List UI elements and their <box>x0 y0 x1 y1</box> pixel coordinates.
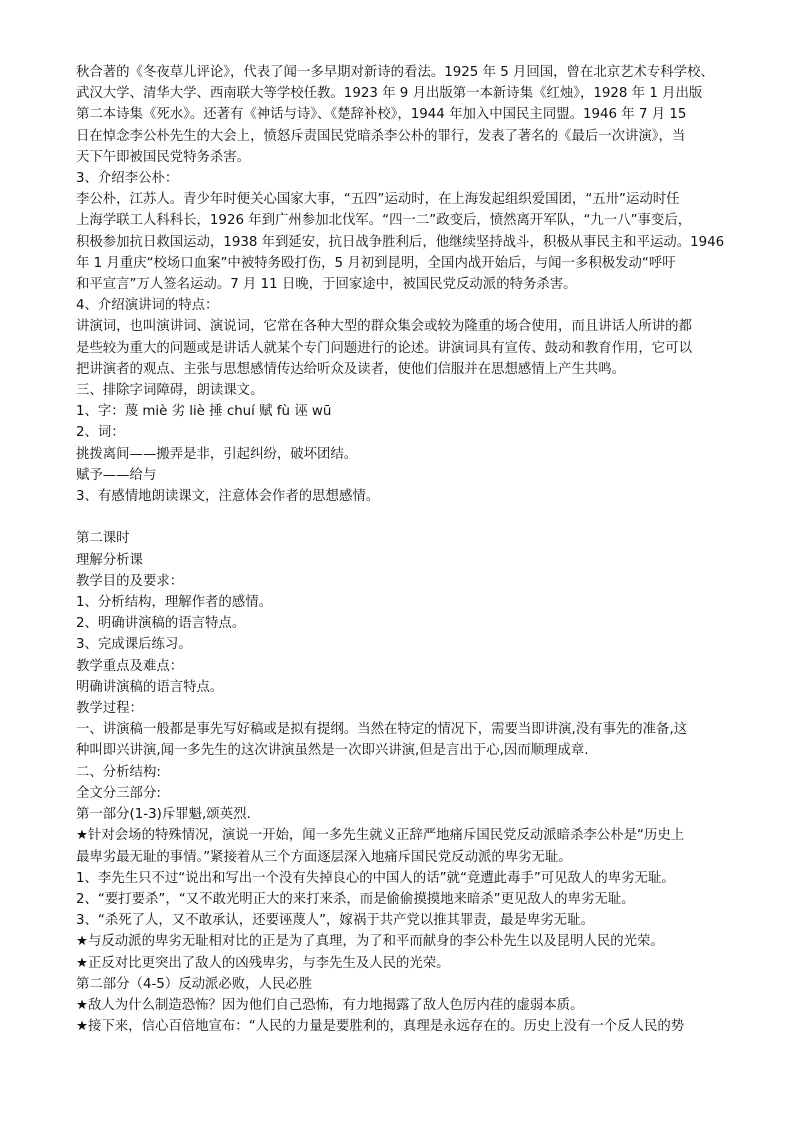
text-line: 明确讲演稿的语言特点。 <box>76 679 224 695</box>
text-line: 2、明确讲演稿的语言特点。 <box>76 616 246 632</box>
text-line: 挑拨离间——搬弄是非，引起纠纷，破坏团结。 <box>76 446 358 462</box>
text-line: 3、“杀死了人，又不敢承认，还要诬蔑人”，嫁祸于共产党以推其罪责，最是卑劣无耻。 <box>76 913 594 929</box>
text-line: 3、完成课后练习。 <box>76 637 192 653</box>
text-line: 2、词： <box>76 425 125 441</box>
text-line: 最卑劣最无耻的事情。”紧接着从三个方面逐层深入地痛斥国民党反动派的卑劣无耻。 <box>76 849 572 865</box>
text-line: 一、讲演稿一般都是事先写好稿或是拟有提纲。当然在特定的情况下，需要当即讲演,没有事先的准备,这 <box>76 722 688 738</box>
text-line: 日在悼念李公朴先生的大会上，愤怒斥责国民党暗杀李公朴的罪行，发表了著名的《最后一次讲演》，当 <box>76 128 686 144</box>
text-line: 年 1 月重庆“校场口血案”中被特务殴打伤，5 月初到昆明，全国内战开始后，与闻一多积极发动“呼吁 <box>76 255 676 271</box>
text-line: ★与反动派的卑劣无耻相对比的正是为了真理，为了和平而献身的李公朴先生以及昆明人民的光荣。 <box>76 934 664 950</box>
text-line: 第一部分(1-3)斥罪魁,颂英烈. <box>76 807 251 823</box>
text-line: 天下午即被国民党特务杀害。 <box>76 149 251 165</box>
text-line: 第二部分（4-5）反动派必败，人民必胜 <box>76 976 313 992</box>
text-line: 3、介绍李公朴： <box>76 171 179 187</box>
text-line: ★接下来，信心百倍地宣布：“人民的力量是要胜利的，真理是永远存在的。历史上没有一个反人民的势 <box>76 1019 685 1035</box>
text-line: 教学目的及要求： <box>76 573 184 589</box>
text-line: 三、排除字词障碍，朗读课文。 <box>76 383 264 399</box>
text-line: 教学重点及难点： <box>76 658 184 674</box>
text-line: 教学过程： <box>76 701 143 717</box>
text-line: ★正反对比更突出了敌人的凶残卑劣，与李先生及人民的光荣。 <box>76 955 450 971</box>
text-line: 4、介绍演讲词的特点： <box>76 298 219 314</box>
text-line: 种叫即兴讲演,闻一多先生的这次讲演虽然是一次即兴讲演,但是言出于心,因而顺理成章. <box>76 743 589 759</box>
text-line: 李公朴，江苏人。青少年时便关心国家大事，“五四”运动时，在上海发起组织爱国团，“五卅”运动时任 <box>76 192 680 208</box>
text-line: 积极参加抗日救国运动，1938 年到延安，抗日战争胜利后，他继续坚持战斗，积极从事民主和平运动。1946 <box>76 234 724 250</box>
text-line: 理解分析课 <box>76 552 143 568</box>
text-line: 1、李先生只不过“说出和写出一个没有失掉良心的中国人的话”就“竟遭此毒手”可见敌人的卑劣无耻。 <box>76 870 675 886</box>
text-line: 1、分析结构，理解作者的感情。 <box>76 595 272 611</box>
text-line: 把讲演者的观点、主张与思想感情传达给听众及读者，使他们信服并在思想感情上产生共鸣。 <box>76 361 626 377</box>
text-line: 二、分析结构: <box>76 764 161 780</box>
text-line: 上海学联工人科科长，1926 年到广州参加北伐军。“四一二”政变后，愤然离开军队，“九一八”事变后， <box>76 213 692 229</box>
text-line: 2、“要打要杀”，“又不敢光明正大的来打来杀，而是偷偷摸摸地来暗杀”更见敌人的卑劣无耻。 <box>76 891 635 907</box>
text-line: 讲演词，也叫演讲词、演说词，它常在各种大型的群众集会或较为隆重的场合使用，而且讲话人所讲的都 <box>76 319 692 335</box>
blank-line <box>76 507 724 528</box>
text-line: ★敌人为什么制造恐怖？因为他们自己恐怖，有力地揭露了敌人色厉内荏的虚弱本质。 <box>76 997 584 1013</box>
text-line: 全文分三部分: <box>76 785 161 801</box>
text-line: 第二课时 <box>76 531 130 547</box>
text-line: 和平宣言”万人签名运动。7 月 11 日晚，于回家途中，被国民党反动派的特务杀害。 <box>76 277 577 293</box>
text-line: ★针对会场的特殊情况，演说一开始，闻一多先生就义正辞严地痛斥国民党反动派暗杀李公朴是“历史上 <box>76 828 685 844</box>
text-line: 武汉大学、清华大学、西南联大等学校任教。1923 年 9 月出版第一本新诗集《红烛》，1928 年 1 月出版 <box>76 86 703 102</box>
text-line: 第二本诗集《死水》。还著有《神话与诗》、《楚辞补校》，1944 年加入中国民主同盟。1946 年 7 月 15 <box>76 107 687 123</box>
text-line: 3、有感情地朗读课文，注意体会作者的思想感情。 <box>76 489 380 505</box>
text-line: 1、字：蔑 miè 劣 liè 捶 chuí 赋 fù 诬 wū <box>76 404 332 420</box>
text-line: 赋予——给与 <box>76 467 157 483</box>
text-line: 秋合著的《冬夜草儿评论》，代表了闻一多早期对新诗的看法。1925 年 5 月回国，曾在北京艺术专科学校、 <box>76 65 714 80</box>
text-line: 是些较为重大的问题或是讲话人就某个专门问题进行的论述。讲演词具有宣传、鼓动和教育作用，它可以 <box>76 340 692 356</box>
document-body <box>76 62 724 1037</box>
